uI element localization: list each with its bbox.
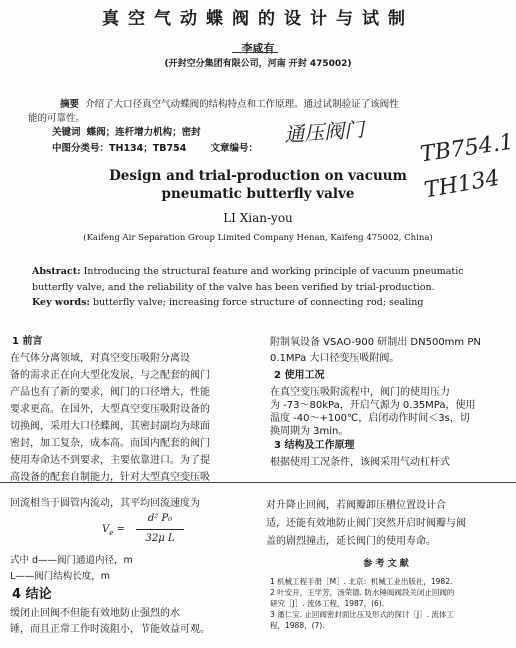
text-line: 研究［J］. 流体工程，1987，(6). xyxy=(270,599,385,608)
text-line: 1 机械工程手册［M］. 北京：机械工业出版社，1982. xyxy=(270,577,453,586)
english-title-line1: Design and trial-production on vacuum xyxy=(109,168,407,184)
conclusion-line2: 锤，而且正常工作时流阻小，节能效益可观。 xyxy=(10,624,210,635)
english-keywords-label: Key words: xyxy=(32,297,90,308)
text-line: 产品也有了新的要求，阀门的口径增大，性能 xyxy=(10,387,210,398)
chinese-author: 李咸有 xyxy=(241,42,275,55)
page-divider xyxy=(0,482,516,483)
text-line: 2 叶安开，王学芳，汤荣德. 防水锤阀阀段关闭止回阀的 xyxy=(270,588,455,597)
text-line: 0.1MPa 大口径变压吸附阀。 xyxy=(270,353,400,364)
english-keywords xyxy=(32,297,424,308)
keywords-label: 关键词 xyxy=(52,127,81,138)
english-abstract-line1 xyxy=(32,266,464,277)
keywords-text: 蝶阀；连杆增力机构；密封 xyxy=(86,127,201,138)
text-line: 在真空变压吸附流程中，阀门的使用压力 xyxy=(270,387,450,398)
section-3-heading: 3 结构及工作原理 xyxy=(274,440,355,451)
text-line: 备的需求正在向大型化发展，与之配套的阀门 xyxy=(10,370,210,381)
section-4-heading: 4 结论 xyxy=(12,587,52,602)
text-line: 附制氧设备 VSAO-900 研制出 DN500mm PN xyxy=(270,337,481,348)
handwritten-code-1: TB754.1 xyxy=(418,129,516,168)
english-abstract-text-2: butterfly valve, and the reliability of the valve has been verified by trial-production. xyxy=(32,282,435,293)
lower-right-line2: 适，还能有效地防止阀门突然开启时阀瓣与阀 xyxy=(266,518,466,529)
handwritten-code-2: TH134 xyxy=(422,165,502,204)
text-line: 切换阀，采用大口径蝶阀，其密封副均为球面 xyxy=(10,421,210,432)
abstract-label: 摘要 xyxy=(60,99,80,110)
text-line: 换周期为 3min。 xyxy=(270,426,349,437)
english-affiliation: (Kaifeng Air Separation Group Limited Company Henan, Kaifeng 475002, China) xyxy=(83,233,433,243)
section-2-heading: 2 使用工况 xyxy=(274,370,325,381)
classification-label: 中图分类号： xyxy=(52,143,110,154)
english-abstract-label: Abstract: xyxy=(32,266,81,277)
english-title-line2: pneumatic butterfly valve xyxy=(161,186,355,202)
chinese-abstract-line1 xyxy=(60,96,399,110)
abstract-text-1: 介绍了大口径真空气动蝶阀的结构特点和工作原理。通过试制验证了该阀性 xyxy=(85,99,399,110)
text-line: 为 -73～80kPa，开启气源为 0.35MPa，使用 xyxy=(270,400,476,411)
lower-right-line3: 盖的剧烈撞击，延长阀门的使用寿命。 xyxy=(266,536,436,547)
formula-denominator: 32μ L xyxy=(145,533,175,544)
english-abstract-text-1: Introducing the structural feature and working principle of vacuum pneumatic xyxy=(83,266,464,277)
chinese-keywords xyxy=(52,124,201,138)
english-author: LI Xian-you xyxy=(223,211,293,225)
chinese-affiliation: (开封空分集团有限公司，河南 开封 475002) xyxy=(164,59,352,69)
right-column-last-line: 根据使用工况条件，该阀采用气动杠杆式 xyxy=(270,457,450,468)
doc-number-label: 文章编号： xyxy=(210,143,259,154)
section-1-heading: 1 前言 xyxy=(12,336,43,347)
formula-bar xyxy=(136,529,184,530)
author-underline xyxy=(232,52,278,53)
text-line: 程，1988，(7). xyxy=(270,621,325,630)
lower-left-line1: 回流相当于圆管内流动，其平均回流速度为 xyxy=(10,498,200,509)
text-line: 3 潘仁宝. 止回阀密封面比压及形式的探讨［J］. 流体工 xyxy=(270,610,454,619)
formula-numerator: d² P₀ xyxy=(147,513,173,524)
lower-right-line1: 对升降止回阀，若阀瓣卸压槽位置设计合 xyxy=(266,500,446,511)
conclusion-line1: 缓闭止回阀不但能有效地防止强烈的水 xyxy=(10,608,180,619)
classification-row xyxy=(52,140,258,154)
text-line: 要求更高。在国外，大型真空变压吸附设备的 xyxy=(10,404,210,415)
handwritten-note: 通压阀门 xyxy=(283,117,365,147)
text-line: 温度 -40～+100℃，启闭动作时间＜3s，切 xyxy=(270,413,470,424)
formula-where-2: L——阀门结构长度，m xyxy=(10,571,111,582)
formula-lhs: $V_e$ = xyxy=(102,524,125,537)
text-line: 高设备的配套自制能力，针对大型真空变压吸 xyxy=(10,472,210,483)
text-line: 使用寿命达不到要求，主要依靠进口。为了提 xyxy=(10,455,210,466)
references-heading: 参 考 文 献 xyxy=(363,559,409,569)
text-line: 密封，加工复杂，成本高。而国内配套的阀门 xyxy=(10,438,210,449)
abstract-text-2: 能的可靠性。 xyxy=(28,113,86,124)
chinese-title: 真空气动蝶阀的设计与试制 xyxy=(102,9,414,29)
text-line: 在气体分离领域，对真空变压吸附分离设 xyxy=(10,353,190,364)
formula-where-1: 式中 d——阀门通道内径，m xyxy=(10,555,133,566)
classification-value: TH134；TB754 xyxy=(109,143,187,154)
english-keywords-text: butterfly valve; increasing force structure of connecting rod; sealing xyxy=(92,297,424,308)
